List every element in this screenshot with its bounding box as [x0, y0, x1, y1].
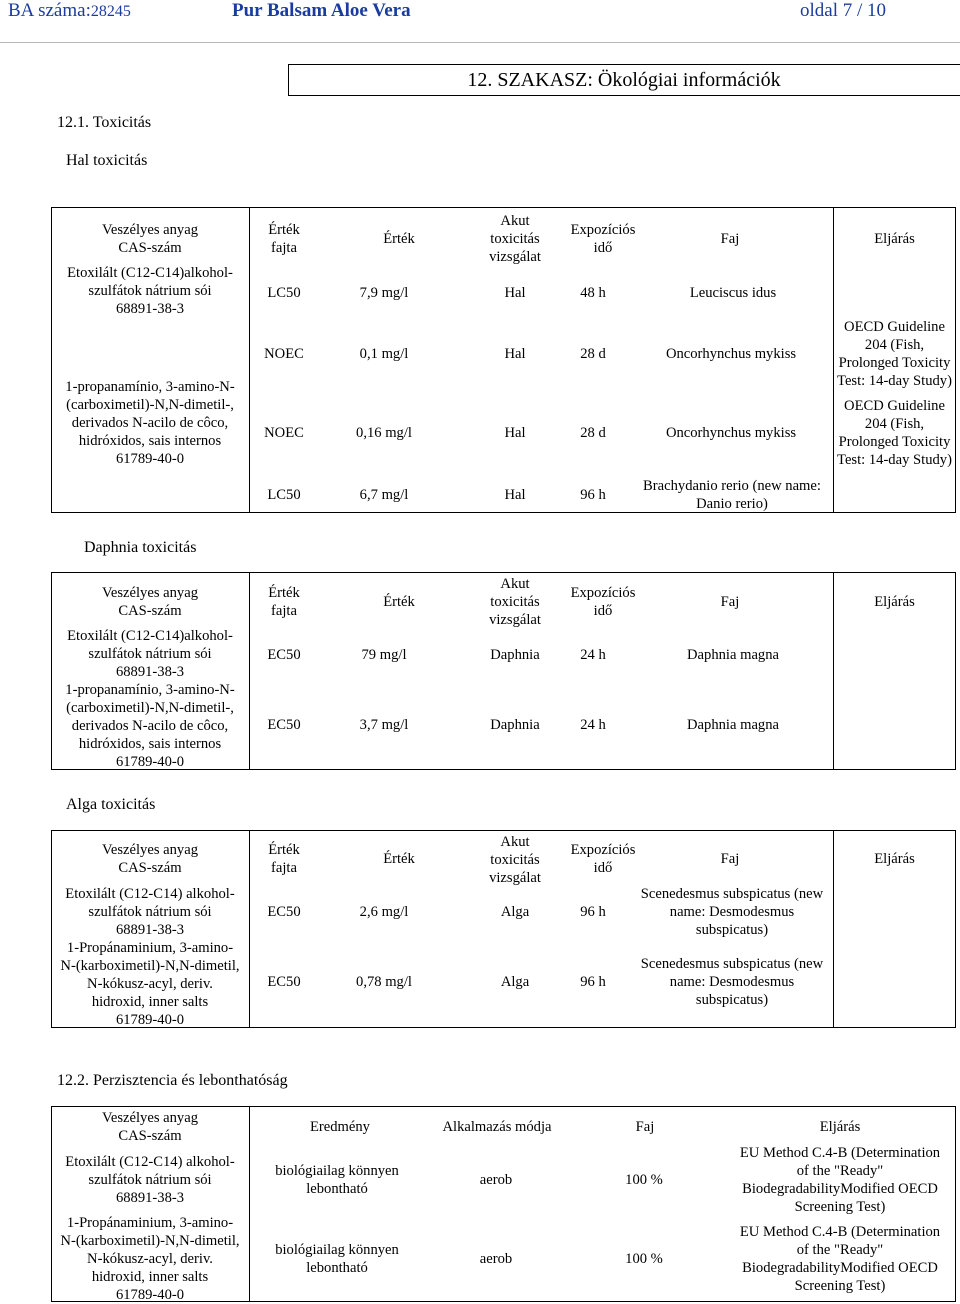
application-cell: aerob	[479, 1251, 513, 1267]
col-header-exposure: Expozíciós idő	[570, 842, 636, 876]
col-header-method: Eljárás	[874, 231, 915, 247]
test-cell: Hal	[504, 285, 526, 301]
col-header-value-type: Érték fajta	[268, 585, 300, 619]
table-divider	[249, 1106, 250, 1302]
col-header-acute: Akut toxicitás vizsgálat	[489, 576, 541, 628]
test-cell: Alga	[500, 974, 530, 990]
time-cell: 48 h	[580, 285, 606, 301]
time-cell: 28 d	[580, 346, 606, 362]
method-cell: EU Method C.4-B (Determination of the "Ready" BiodegradabilityModified OECD Screening Test)	[739, 1145, 941, 1215]
col-header-substance: Veszélyes anyag CAS-szám	[101, 222, 199, 256]
col-header-method: Eljárás	[819, 1119, 861, 1135]
time-cell: 24 h	[580, 717, 606, 733]
value-type-cell: NOEC	[264, 425, 304, 441]
time-cell: 28 d	[580, 425, 606, 441]
col-header-substance: Veszélyes anyag CAS-szám	[101, 585, 199, 619]
substance-cell: Etoxilált (C12-C14)alkohol- szulfátok nátrium sói 68891-38-3 1-propanamínio, 3-amino-N- (carboximetil)-N,N-dimetil-, derivados N-acilo de côco, hidróxidos, sais internos 61789-40-0	[65, 628, 235, 770]
species-cell: Scenedesmus subspicatus (new name: Desmodesmus subspicatus)	[640, 886, 824, 938]
product-name: Pur Balsam Aloe Vera	[232, 0, 411, 21]
method-cell: OECD Guideline 204 (Fish, Prolonged Toxicity Test: 14-day Study)	[837, 398, 952, 468]
percent-cell: 100 %	[625, 1251, 663, 1267]
col-header-substance: Veszélyes anyag CAS-szám	[101, 1110, 199, 1144]
value-type-cell: LC50	[267, 285, 301, 301]
time-cell: 24 h	[580, 647, 606, 663]
col-header-species: Faj	[635, 1119, 655, 1135]
species-cell: Scenedesmus subspicatus (new name: Desmodesmus subspicatus)	[640, 956, 824, 1008]
value-cell: 6,7 mg/l	[359, 487, 409, 503]
test-cell: Daphnia	[490, 717, 540, 733]
value-type-cell: EC50	[267, 647, 301, 663]
species-cell: Oncorhynchus mykiss	[665, 425, 797, 441]
col-header-result: Eredmény	[310, 1119, 370, 1135]
method-cell: OECD Guideline 204 (Fish, Prolonged Toxicity Test: 14-day Study)	[837, 319, 952, 389]
col-header-species: Faj	[720, 231, 740, 247]
col-header-method: Eljárás	[874, 594, 915, 610]
value-cell: 0,16 mg/l	[356, 425, 412, 441]
col-header-species: Faj	[720, 594, 740, 610]
col-header-acute: Akut toxicitás vizsgálat	[489, 834, 541, 886]
alga-toxicity-title: Alga toxicitás	[66, 796, 156, 813]
substance-cell: 1-propanamínio, 3-amino-N- (carboximetil)-N,N-dimetil-, derivados N-acilo de côco, hidróxidos, sais internos 61789-40-0	[65, 379, 235, 467]
test-cell: Hal	[504, 425, 526, 441]
col-header-exposure: Expozíciós idő	[570, 222, 636, 256]
col-header-value: Érték	[383, 594, 415, 610]
ba-number: BA száma:28245	[8, 0, 131, 21]
value-type-cell: NOEC	[264, 346, 304, 362]
test-cell: Hal	[504, 487, 526, 503]
percent-cell: 100 %	[625, 1172, 663, 1188]
fish-toxicity-title: Hal toxicitás	[66, 152, 148, 169]
species-cell: Brachydanio rerio (new name: Danio rerio)	[643, 478, 821, 512]
species-cell: Daphnia magna	[687, 717, 779, 733]
col-header-value: Érték	[383, 231, 415, 247]
time-cell: 96 h	[580, 904, 606, 920]
test-cell: Alga	[500, 904, 530, 920]
col-header-value-type: Érték fajta	[268, 222, 300, 256]
subsection-persistence: 12.2. Perzisztencia és lebonthatóság	[57, 1072, 288, 1089]
subsection-toxicity: 12.1. Toxicitás	[57, 114, 152, 131]
species-cell: Oncorhynchus mykiss	[665, 346, 797, 362]
col-header-acute: Akut toxicitás vizsgálat	[489, 213, 541, 265]
section-title: 12. SZAKASZ: Ökológiai információk	[467, 69, 781, 91]
test-cell: Hal	[504, 346, 526, 362]
value-cell: 3,7 mg/l	[359, 717, 409, 733]
time-cell: 96 h	[580, 487, 606, 503]
col-header-value: Érték	[383, 851, 415, 867]
col-header-application: Alkalmazás módja	[442, 1119, 552, 1135]
test-cell: Daphnia	[490, 647, 540, 663]
application-cell: aerob	[479, 1172, 513, 1188]
value-type-cell: LC50	[267, 487, 301, 503]
daphnia-toxicity-title: Daphnia toxicitás	[84, 539, 197, 556]
species-cell: Leuciscus idus	[689, 285, 777, 301]
result-cell: biológiailag könnyen lebontható	[275, 1163, 399, 1197]
substance-cell: 1-Propánaminium, 3-amino- N-(karboximetil)-N,N-dimetil, N-kókusz-acyl, deriv. hidroxid, inner salts 61789-40-0	[60, 1215, 240, 1303]
value-type-cell: EC50	[267, 904, 301, 920]
col-header-substance: Veszélyes anyag CAS-szám	[101, 842, 199, 876]
value-cell: 7,9 mg/l	[359, 285, 409, 301]
value-type-cell: EC50	[267, 974, 301, 990]
value-cell: 2,6 mg/l	[359, 904, 409, 920]
method-cell: EU Method C.4-B (Determination of the "Ready" BiodegradabilityModified OECD Screening Test)	[739, 1224, 941, 1294]
value-type-cell: EC50	[267, 717, 301, 733]
time-cell: 96 h	[580, 974, 606, 990]
col-header-exposure: Expozíciós idő	[570, 585, 636, 619]
value-cell: 0,78 mg/l	[356, 974, 412, 990]
result-cell: biológiailag könnyen lebontható	[275, 1242, 399, 1276]
col-header-method: Eljárás	[874, 851, 915, 867]
substance-cell: Etoxilált (C12-C14) alkohol- szulfátok nátrium sói 68891-38-3	[65, 1154, 235, 1206]
value-cell: 79 mg/l	[361, 647, 407, 663]
col-header-species: Faj	[720, 851, 740, 867]
col-header-value-type: Érték fajta	[268, 842, 300, 876]
header-divider	[0, 42, 960, 43]
value-cell: 0,1 mg/l	[359, 346, 409, 362]
substance-cell: Etoxilált (C12-C14)alkohol- szulfátok nátrium sói 68891-38-3	[67, 265, 233, 317]
substance-cell: Etoxilált (C12-C14) alkohol- szulfátok nátrium sói 68891-38-3 1-Propánaminium, 3-amino- N-(karboximetil)-N,N-dimetil, N-kókusz-acyl, deriv. hidroxid, inner salts 61789-40-0	[60, 886, 240, 1028]
page-number: oldal 7 / 10	[800, 0, 887, 21]
species-cell: Daphnia magna	[687, 647, 779, 663]
